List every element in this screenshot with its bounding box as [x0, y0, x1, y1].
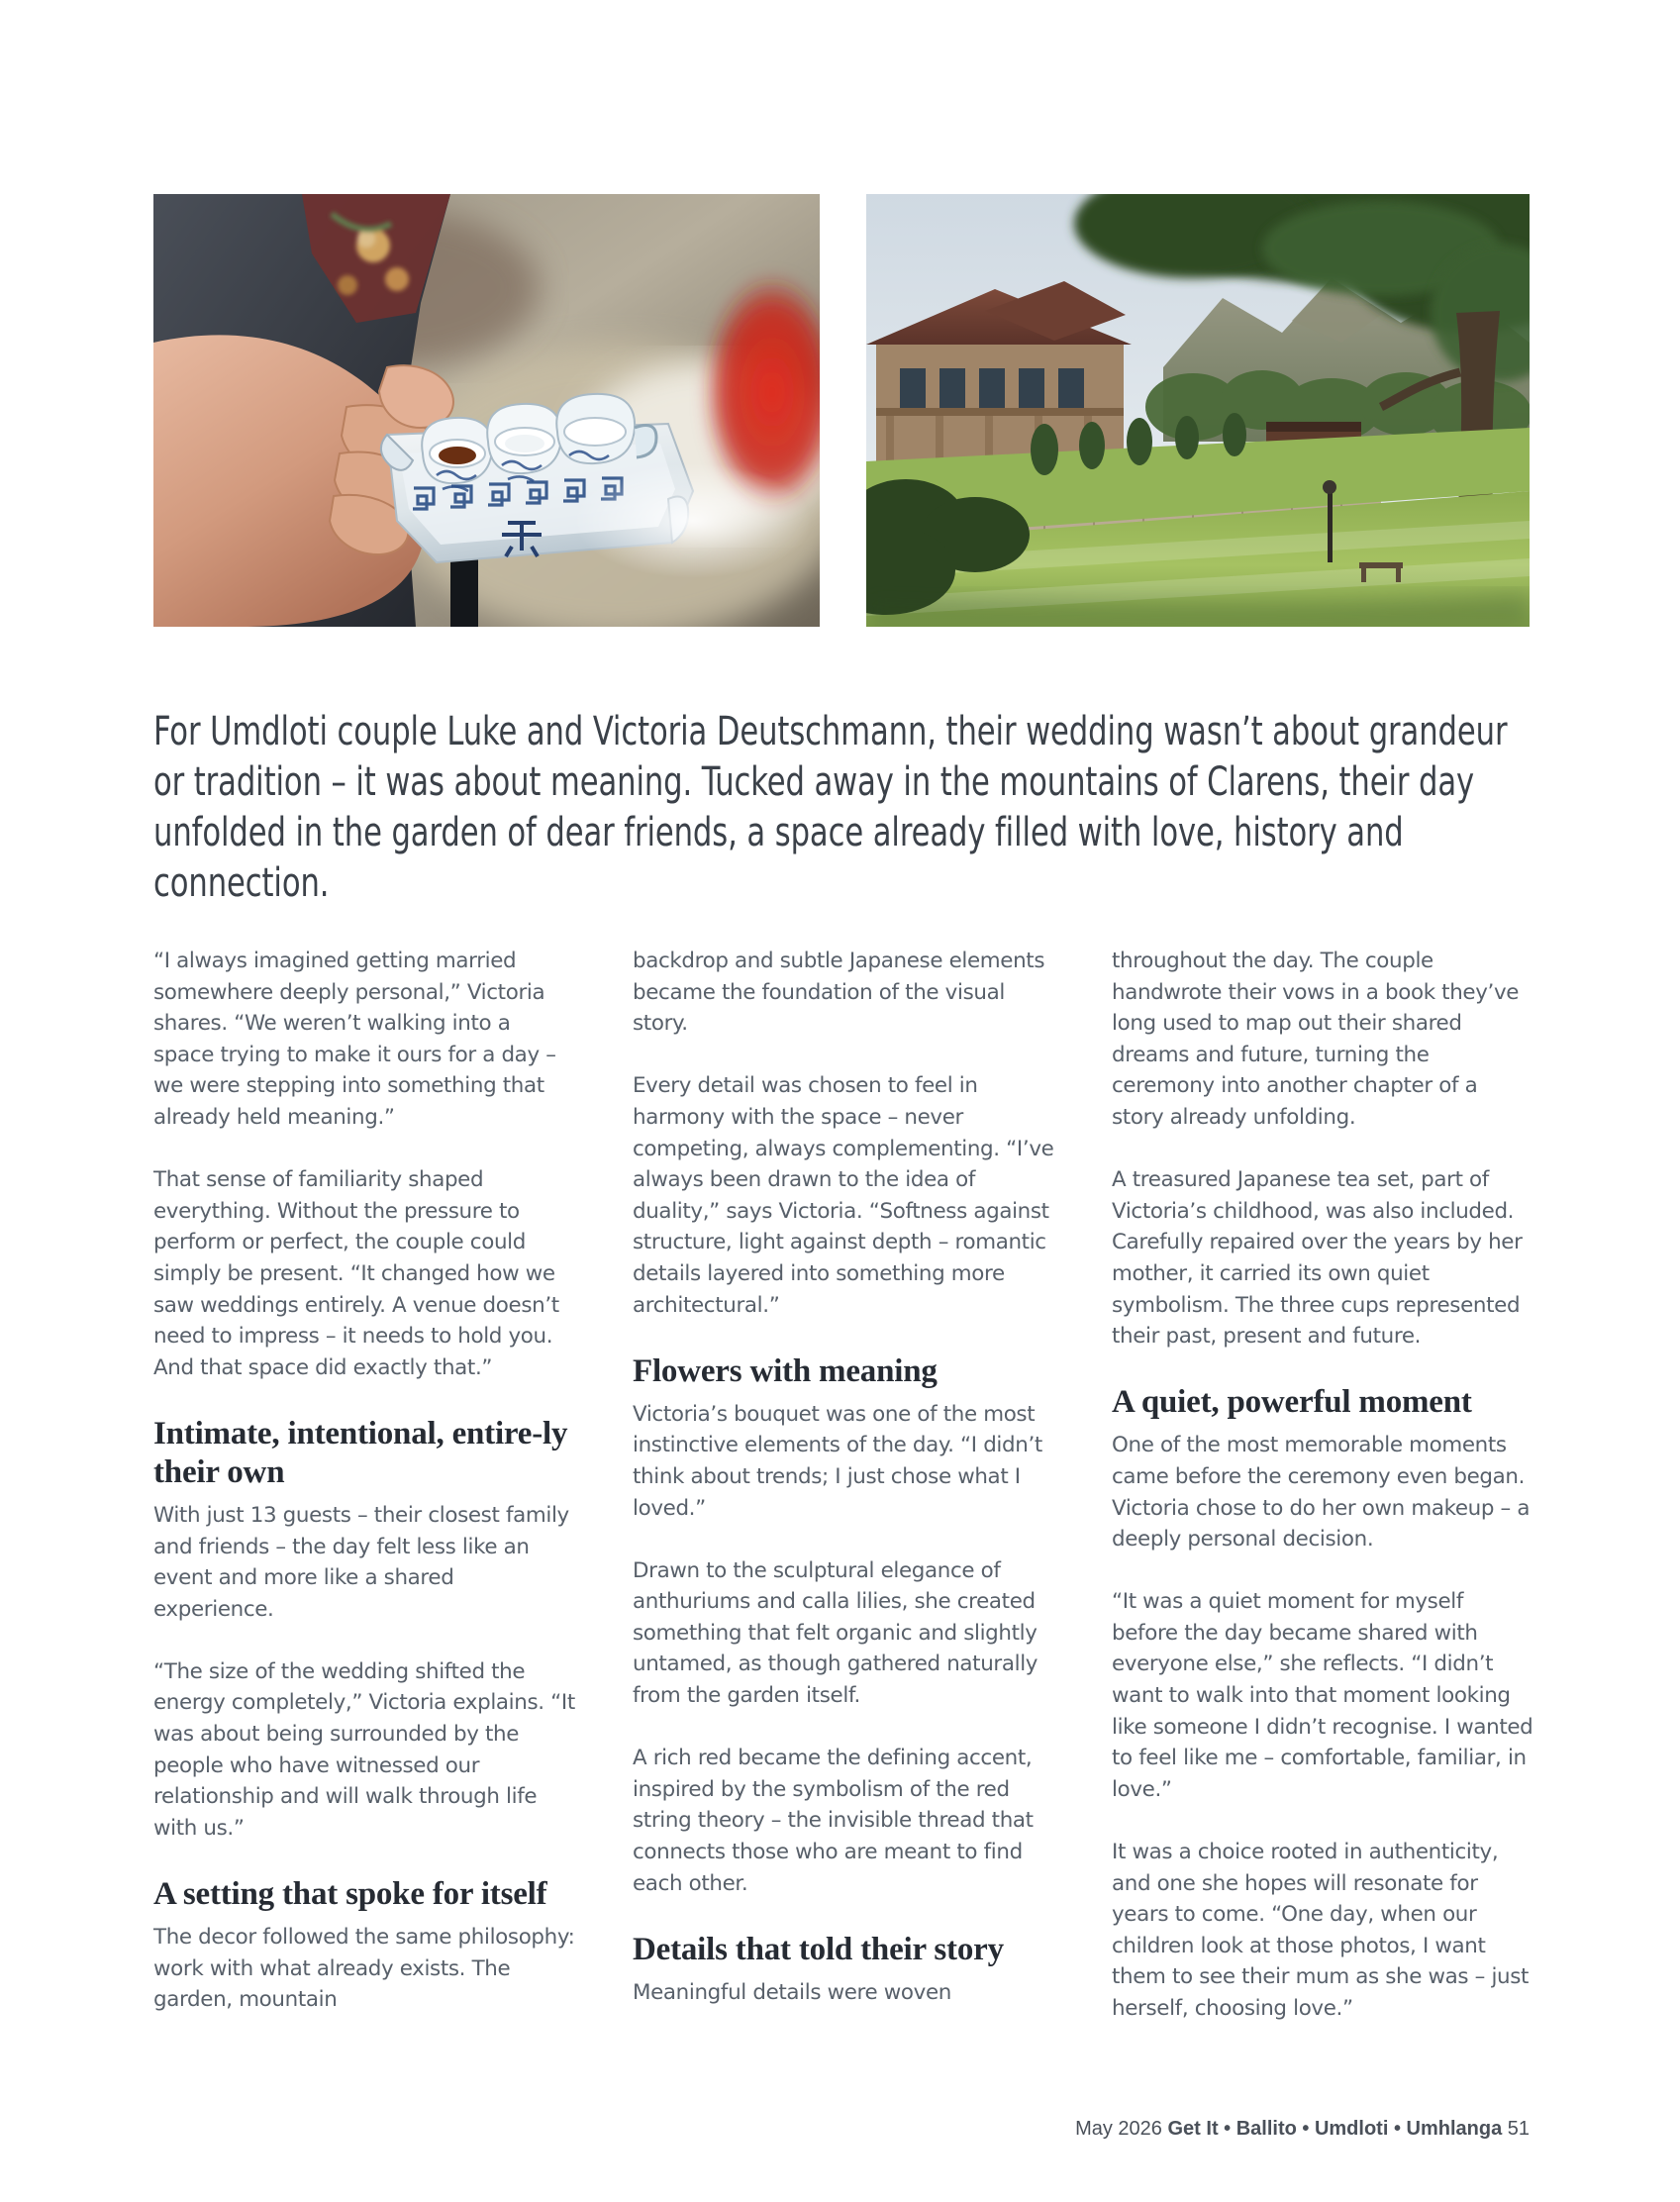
- section-heading: Intimate, intentional, entire-ly their own: [153, 1415, 568, 1490]
- paragraph: Meaningful details were woven: [633, 1979, 952, 2005]
- paragraph: Victoria’s bouquet was one of the most instinctive elements of the day. “I didn’t think about trends; I just chose what I loved.”: [633, 1401, 1042, 1521]
- tea-set-photo: [153, 194, 820, 627]
- paragraph: That sense of familiarity shaped everything. Without the pressure to perform or perfect, the couple could simply be present. “It changed how we saw weddings entirely. A venue doesn’t need to impress – it needs to hold you. And that space did exactly that.”: [153, 1167, 559, 1380]
- footer-masthead: Get It • Ballito • Umdloti • Umhlanga: [1167, 2118, 1503, 2140]
- page-footer: [1075, 2118, 1530, 2141]
- section-heading: Details that told their story: [633, 1931, 1004, 1967]
- paragraph: throughout the day. The couple handwrote their vows in a book they’ve long used to map out their shared dreams and future, turning the ceremony into another chapter of a story already unfolding.: [1112, 949, 1520, 1130]
- paragraph: “I always imagined getting married somewhere deeply personal,” Victoria shares. “We weren’t walking into a space trying to make it ours for a day – we were stepping into something that already held meaning.”: [153, 949, 556, 1130]
- paragraph: Drawn to the sculptural elegance of anthuriums and calla lilies, she created something that felt organic and slightly untamed, as though gathered naturally from the garden itself.: [633, 1557, 1038, 1709]
- paragraph: With just 13 guests – their closest family and friends – the day felt less like an event and more like a shared experience.: [153, 1502, 569, 1622]
- column-3: [1112, 946, 1534, 2025]
- footer-date: May 2026: [1075, 2118, 1162, 2140]
- column-2: [633, 946, 1055, 2025]
- paragraph: The decor followed the same philosophy: work with what already exists. The garden, mountain: [153, 1925, 575, 2013]
- venue-garden-photo: [866, 194, 1530, 627]
- photo-row: [153, 194, 1530, 627]
- paragraph: It was a choice rooted in authenticity, and one she hopes will resonate for years to come. “One day, when our children look at those photos, I want them to see their mum as she was – just herself, choosing love.”: [1112, 1840, 1530, 2021]
- section-heading: A setting that spoke for itself: [153, 1876, 547, 1913]
- paragraph: Every detail was chosen to feel in harmony with the space – never competing, always complementing. “I’ve always been drawn to the idea of duality,” says Victoria. “Softness against structure, light against depth – romantic details layered into something more architectural.”: [633, 1073, 1054, 1318]
- paragraph: backdrop and subtle Japanese elements became the foundation of the visual story.: [633, 949, 1045, 1037]
- paragraph: A rich red became the defining accent, inspired by the symbolism of the red string theory – the invisible thread that connects those who are meant to find each other.: [633, 1746, 1034, 1896]
- paragraph: “The size of the wedding shifted the energy completely,” Victoria explains. “It was about being surrounded by the people who have witnessed our relationship and will walk through life with us.”: [153, 1658, 575, 1841]
- intro-standfirst: For Umdloti couple Luke and Victoria Deutschmann, their wedding wasn’t about grandeur or tradition – it was about meaning. Tucked away in the mountains of Clarens, their day unfolded in the garden of dear friends, a space already filled with love, history and connection.: [153, 706, 1508, 906]
- paragraph: A treasured Japanese tea set, part of Victoria’s childhood, was also included. Carefully repaired over the years by her mother, it carried its own quiet symbolism. The three cups represented their past, present and future.: [1112, 1167, 1523, 1350]
- section-heading: A quiet, powerful moment: [1112, 1384, 1472, 1421]
- article-columns: [153, 946, 1534, 2025]
- paragraph: One of the most memorable moments came before the ceremony even began. Victoria chose to do her own makeup – a deeply personal decision.: [1112, 1433, 1531, 1552]
- paragraph: “It was a quiet moment for myself before the day became shared with everyone else,” she reflects. “I didn’t want to walk into that moment looking like someone I didn’t recognise. I wanted to feel like me – comfortable, familiar, in love.”: [1112, 1589, 1533, 1802]
- column-1: [153, 946, 576, 2025]
- footer-page-number: 51: [1507, 2118, 1530, 2140]
- section-heading: Flowers with meaning: [633, 1352, 938, 1389]
